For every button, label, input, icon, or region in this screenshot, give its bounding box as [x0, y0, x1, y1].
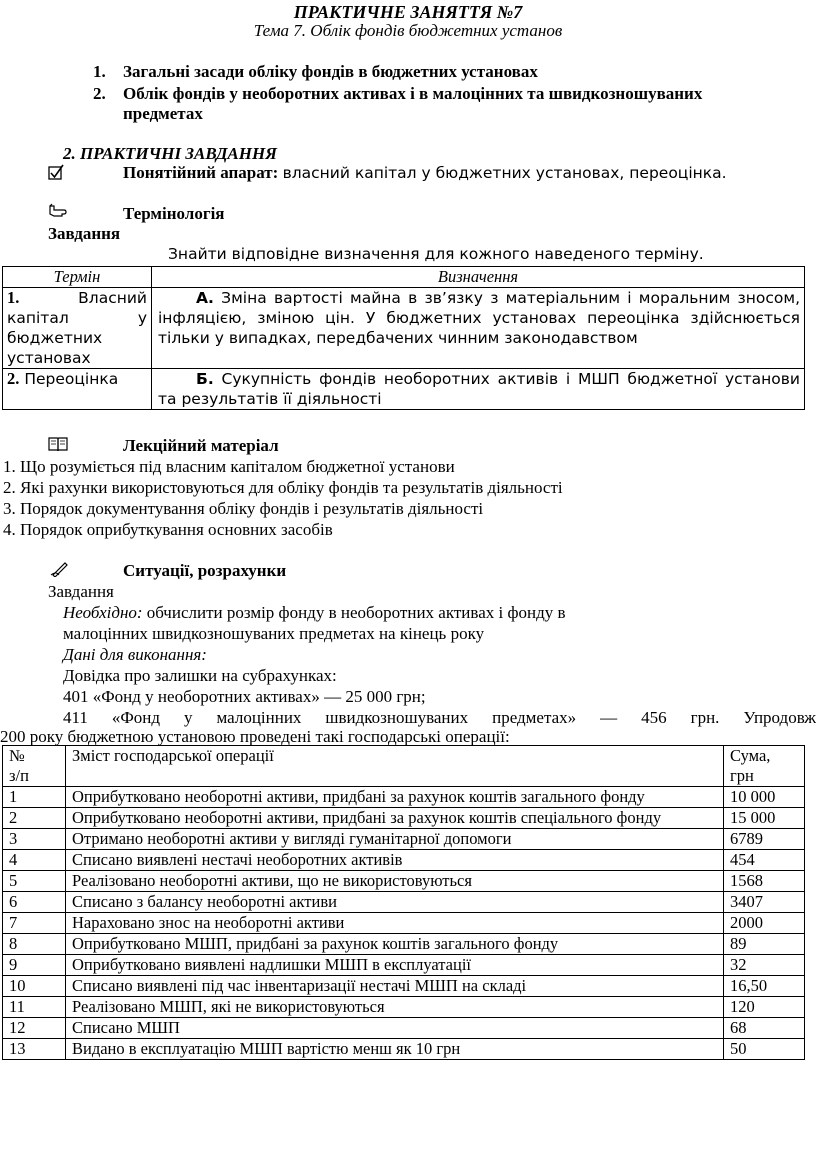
op-content: Списано виявлені під час інвентаризації нестачі МШП на складі — [66, 976, 724, 997]
column-header-number: № з/п — [3, 746, 66, 787]
op-sum: 454 — [724, 850, 805, 871]
lecture-item: 4. Порядок оприбуткування основних засобів — [3, 520, 333, 539]
table-row — [3, 871, 805, 892]
table-row — [3, 808, 805, 829]
op-number: 9 — [3, 955, 66, 976]
op-sum: 2000 — [724, 913, 805, 934]
op-number: 1 — [3, 787, 66, 808]
op-number: 13 — [3, 1039, 66, 1060]
plan-num: 2. — [93, 84, 106, 103]
lecture-item: 1. Що розуміється під власним капіталом бюджетної установи — [3, 457, 455, 476]
op-number: 3 — [3, 829, 66, 850]
op-sum: 68 — [724, 1018, 805, 1039]
lecture-item: 2. Які рахунки використовуються для обліку фондів та результатів діяльності — [3, 478, 563, 497]
reference-line: Довідка про залишки на субрахунках: — [63, 666, 337, 685]
op-number: 11 — [3, 997, 66, 1018]
op-content: Реалізовано МШП, які не використовуються — [66, 997, 724, 1018]
table-row — [3, 913, 805, 934]
op-sum: 10 000 — [724, 787, 805, 808]
op-sum: 3407 — [724, 892, 805, 913]
account-411: 411 «Фонд у малоцінних швидкозношуваних предметах» — 456 грн. Упродовж — [63, 708, 816, 727]
plan-text: Загальні засади обліку фондів в бюджетних установах — [123, 62, 538, 81]
op-number: 5 — [3, 871, 66, 892]
tasks-heading: 2. ПРАКТИЧНІ ЗАВДАННЯ — [63, 144, 277, 163]
table-row — [3, 955, 805, 976]
table-row — [3, 288, 805, 369]
terminology-instruction: Знайти відповідне визначення для кожного наведеного терміну. — [168, 245, 704, 263]
table-row — [3, 934, 805, 955]
op-content: Отримано необоротні активи у вигляді гуманітарної допомоги — [66, 829, 724, 850]
definition-cell: А. Зміна вартості майна в зв’язку з матеріальним і моральним зносом, інфляцією, зміною цін. У бюджетних установах переоцінка здійснюється тільки у випадках, передбачених чинним законодавством — [152, 288, 805, 369]
op-content: Реалізовано необоротні активи, що не використовуються — [66, 871, 724, 892]
checkbox-icon — [48, 164, 64, 185]
terminology-task-label: Завдання — [48, 224, 121, 243]
table-row — [3, 850, 805, 871]
op-sum: 50 — [724, 1039, 805, 1060]
op-content: Нараховано знос на необоротні активи — [66, 913, 724, 934]
plan-text: Облік фондів у необоротних активах і в малоцінних та швидкозношуваних — [123, 84, 703, 103]
need-line-cont: малоцінних швидкозношуваних предметах на кінець року — [63, 624, 485, 643]
definition-cell: Б. Сукупність фондів необоротних активів і МШП бюджетної установи та результатів її діяльності — [152, 369, 805, 410]
table-header-row — [3, 267, 805, 288]
op-content: Оприбутковано необоротні активи, придбані за рахунок коштів загального фонду — [66, 787, 724, 808]
op-sum: 32 — [724, 955, 805, 976]
account-401: 401 «Фонд у необоротних активах» — 25 000 грн; — [63, 687, 426, 706]
column-header-definition: Визначення — [152, 267, 805, 288]
book-icon — [48, 436, 68, 457]
plan-item-1 — [93, 62, 538, 82]
table-row — [3, 892, 805, 913]
terminology-heading: Термінологія — [123, 204, 225, 223]
table-row — [3, 369, 805, 410]
term-cell: 2. Переоцінка — [3, 369, 152, 410]
column-header-term: Термін — [3, 267, 152, 288]
op-number: 12 — [3, 1018, 66, 1039]
table-row — [3, 829, 805, 850]
op-sum: 120 — [724, 997, 805, 1018]
op-content: Оприбутковано необоротні активи, придбані за рахунок коштів спеціального фонду — [66, 808, 724, 829]
plan-item-2 — [93, 84, 816, 104]
table-row — [3, 997, 805, 1018]
operations-body — [3, 787, 805, 1060]
table-row — [3, 787, 805, 808]
op-sum: 15 000 — [724, 808, 805, 829]
operations-table — [2, 745, 805, 1060]
table-row — [3, 1039, 805, 1060]
topic-subtitle: Тема 7. Облік фондів бюджетних установ — [253, 21, 563, 40]
concepts-label: Понятійний апарат: — [123, 163, 279, 182]
column-header-sum: Сума, грн — [724, 746, 805, 787]
op-sum: 89 — [724, 934, 805, 955]
op-content: Оприбутковано виявлені надлишки МШП в експлуатації — [66, 955, 724, 976]
terminology-table — [2, 266, 805, 410]
op-number: 2 — [3, 808, 66, 829]
page-title: ПРАКТИЧНЕ ЗАНЯТТЯ №7 — [293, 2, 523, 22]
term-cell: 1. Власний капітал у бюджетних установах — [3, 288, 152, 369]
op-number: 6 — [3, 892, 66, 913]
concepts-line — [123, 163, 727, 183]
table-row — [3, 1018, 805, 1039]
op-content: Списано МШП — [66, 1018, 724, 1039]
op-sum: 16,50 — [724, 976, 805, 997]
data-label: Дані для виконання: — [63, 645, 207, 664]
table-header-row — [3, 746, 805, 787]
situations-heading: Ситуації, розрахунки — [123, 561, 287, 580]
account-411-cont: 200 року бюджетною установою проведені такі господарські операції: — [0, 727, 510, 746]
op-content: Списано виявлені нестачі необоротних активів — [66, 850, 724, 871]
op-content: Оприбутковано МШП, придбані за рахунок коштів загального фонду — [66, 934, 724, 955]
column-header-content: Зміст господарської операції — [66, 746, 724, 787]
op-number: 10 — [3, 976, 66, 997]
op-number: 8 — [3, 934, 66, 955]
pointing-hand-icon — [48, 203, 68, 224]
op-number: 7 — [3, 913, 66, 934]
lecture-item: 3. Порядок документування обліку фондів і результатів діяльності — [3, 499, 484, 518]
op-sum: 6789 — [724, 829, 805, 850]
writing-hand-icon — [50, 561, 70, 582]
situations-task-label: Завдання — [48, 582, 114, 601]
op-content: Видано в експлуатацію МШП вартістю менш як 10 грн — [66, 1039, 724, 1060]
op-number: 4 — [3, 850, 66, 871]
table-row — [3, 976, 805, 997]
op-content: Списано з балансу необоротні активи — [66, 892, 724, 913]
lecture-heading: Лекційний матеріал — [123, 436, 279, 455]
plan-item-2-cont: предметах — [123, 104, 203, 123]
plan-num: 1. — [93, 62, 106, 81]
concepts-text: власний капітал у бюджетних установах, переоцінка. — [282, 164, 727, 182]
op-sum: 1568 — [724, 871, 805, 892]
need-line: Необхідно: обчислити розмір фонду в необоротних активах і фонду в — [63, 603, 566, 622]
